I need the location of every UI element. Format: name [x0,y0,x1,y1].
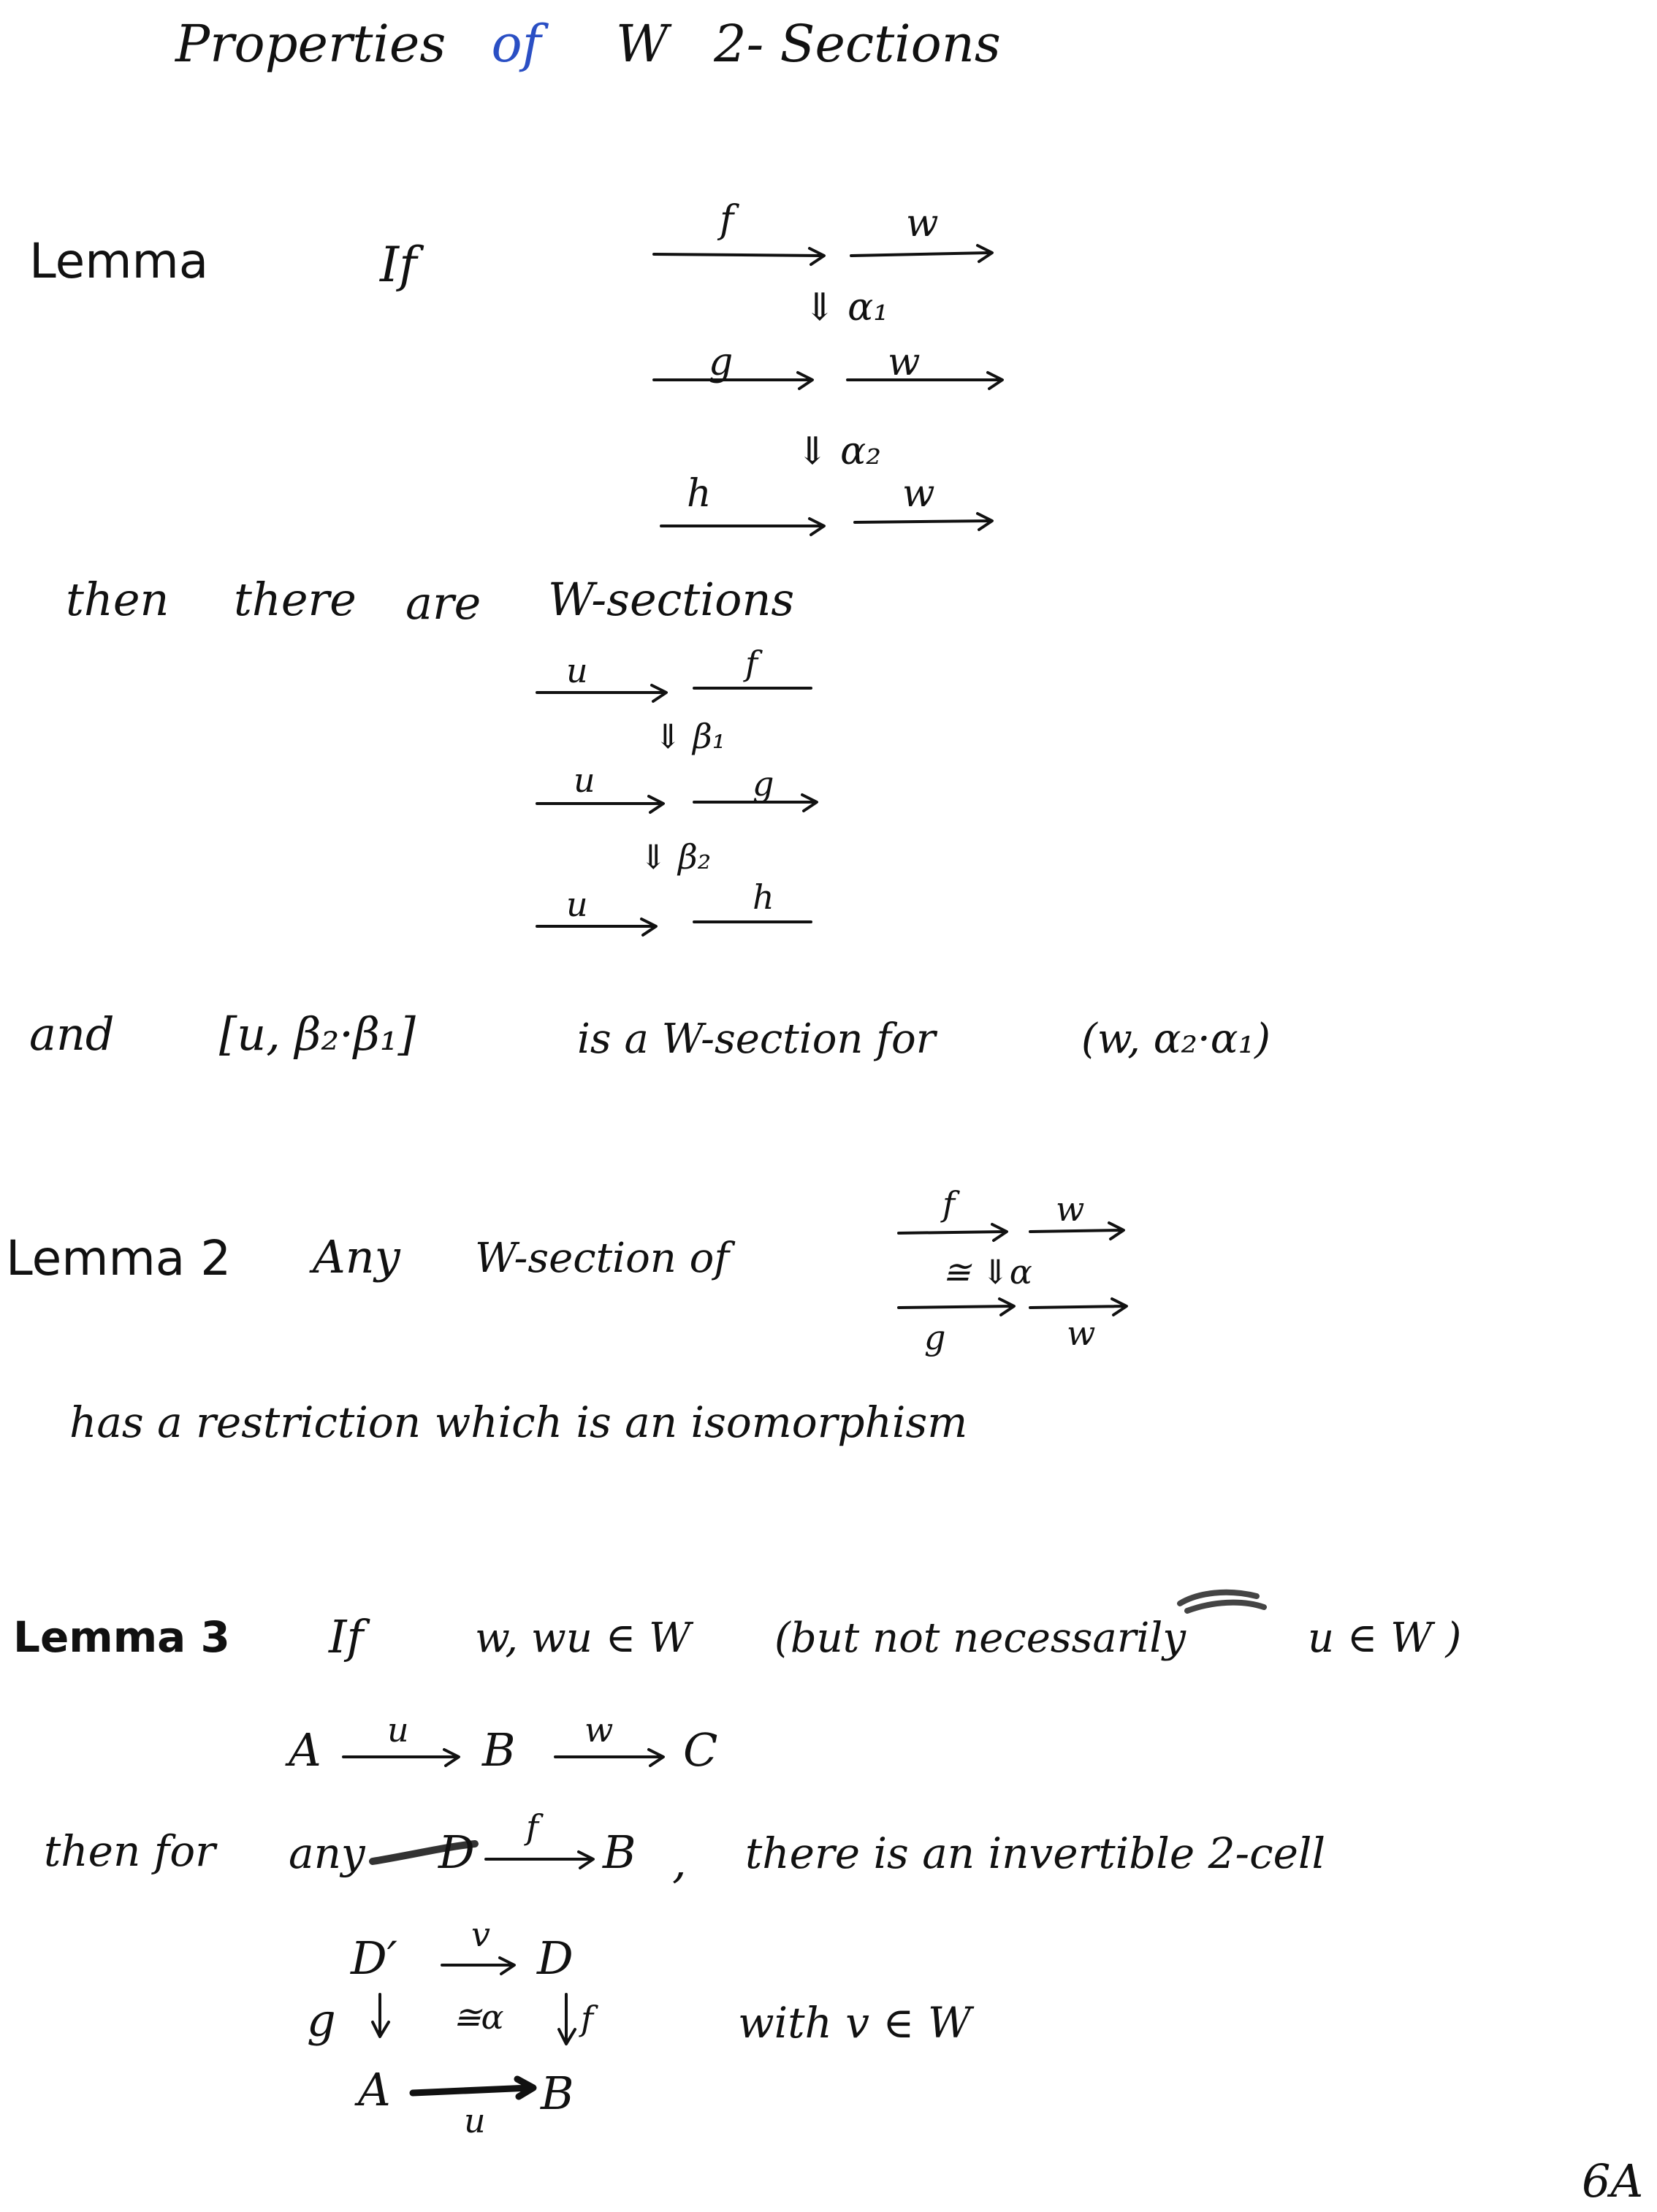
arrow-sq-f [559,1994,575,2044]
there-is: there is an invertible 2-cell [745,1828,1326,1878]
any-B: B [603,1826,636,1879]
for-expr: (w, α₂·α₁) [1081,1015,1271,1063]
srow1-f: f [745,644,758,683]
row1-w: w [906,202,939,245]
lemma1-if: If [380,237,417,293]
arrow-u-2 [537,796,663,812]
lemma2-w-section-of: W-section of [475,1235,730,1282]
lemma3-paren: (but not necessarily [774,1614,1186,1662]
l2-f: f [942,1184,956,1224]
l2-g: g [924,1318,946,1357]
arrow-seq-u [343,1750,459,1766]
sq-iso-alpha: ≅α [453,1997,504,2037]
sq-Dprime: D′ [351,1931,397,1985]
row2-g: g [709,340,734,384]
comma: , [672,1835,687,1888]
row3-h: h [687,472,712,516]
l2-w-bot: w [1067,1313,1096,1353]
lemma3-if: If [329,1610,364,1663]
row2-w: w [888,340,921,384]
sq-u: u [464,2101,486,2140]
lemma3-cond: w, wu ∈ W [475,1614,691,1662]
seq-w: w [584,1710,614,1750]
arrow-sq-u [413,2079,533,2097]
w-sections: W-sections [548,573,795,626]
srow2-g: g [753,764,774,804]
cell-alpha2: ⇓ α₂ [796,430,882,473]
sq-A: A [358,2063,391,2116]
srow2-u: u [574,760,595,800]
srow3-h: h [753,877,774,917]
arrow-f [654,248,824,264]
sq-g: g [307,1994,336,2047]
l2-w-top: w [1056,1189,1085,1229]
title-word-properties: Properties [175,14,446,74]
page-number: 6A [1582,2154,1644,2208]
seq-u: u [387,1710,409,1750]
arrow-h [661,519,824,535]
sq-D: D [537,1931,574,1985]
title [175,14,1001,74]
l2-iso-alpha: ≅ ⇓α [942,1252,1032,1292]
lemma3-paren-end: u ∈ W ) [1308,1614,1462,1662]
lemma2-conclusion: has a restriction which is an isomorphism [69,1397,968,1447]
lemma1-label: Lemma [29,233,209,289]
row1-f: f [720,198,734,242]
sq-B: B [541,2067,574,2120]
arrow-sq-g [373,1994,389,2037]
srow1-u: u [566,651,588,690]
is-a-w-section: is a W-section for [577,1015,936,1063]
arrow-l2-f [899,1224,1007,1240]
scribble-necessarily [1180,1593,1264,1611]
arrow-sq-v [442,1958,514,1974]
with-v-in-w: with v ∈ W [738,1998,972,2048]
title-word-of: of [491,14,541,74]
arrow-w-2 [847,373,1002,389]
sq-v: v [471,1915,490,1954]
title-word-w: W [615,14,668,74]
seq-C: C [683,1723,718,1777]
seq-B: B [482,1723,516,1777]
arrow-u-1 [537,685,666,701]
arrow-seq-w [555,1750,663,1766]
srow3-u: u [566,885,588,924]
lemma2-label: Lemma 2 [6,1230,232,1286]
title-word-2-sections: 2- Sections [714,14,1001,74]
arrow-any-f [486,1852,593,1868]
arrow-l2-g [899,1299,1014,1315]
and: and [29,1007,115,1061]
row3-w: w [902,472,935,516]
arrow-w-3 [855,514,992,530]
arrow-l2-w-bot [1030,1299,1127,1315]
then-for: then for [44,1826,216,1876]
any-f: f [526,1807,539,1847]
then: then [66,573,169,626]
seq-A: A [289,1723,321,1777]
arrow-u-3 [537,919,656,935]
cell-beta2: ⇓ β₂ [639,837,712,877]
any-scribbled: any [289,1828,365,1878]
cell-beta1: ⇓ β₁ [654,717,726,756]
lemma2-any: Any [313,1230,400,1284]
arrow-g [654,373,812,389]
cell-alpha1: ⇓ α₁ [804,286,889,329]
sq-f: f [581,1999,594,2038]
are: are [405,576,481,630]
arrow-w-1 [851,245,992,262]
lemma3-label: Lemma 3 [13,1612,230,1662]
any-D: D [438,1826,475,1879]
composite: [u, β₂·β₁] [219,1007,416,1061]
there: there [234,573,357,626]
